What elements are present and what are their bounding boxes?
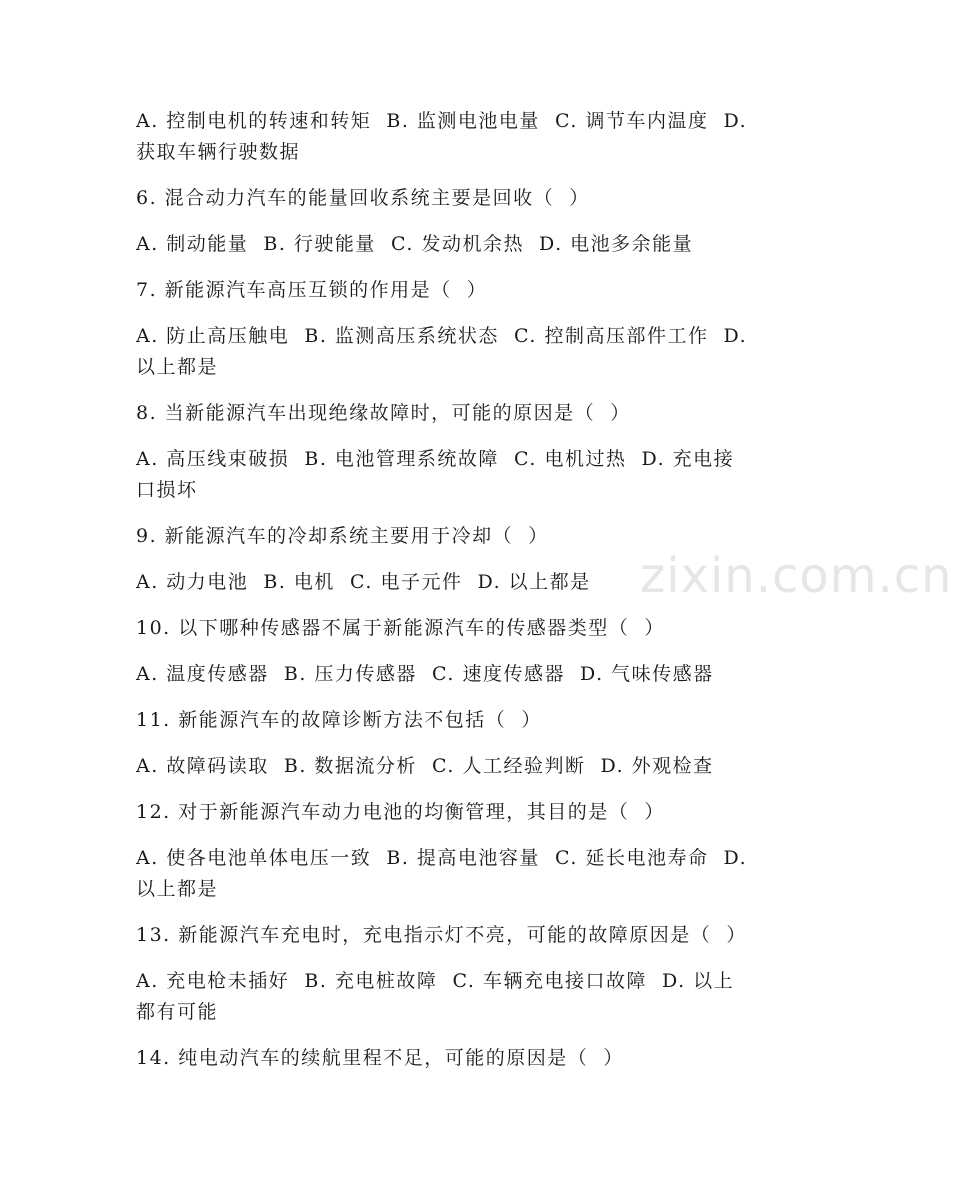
text-line: A. 防止高压触电 B. 监测高压系统状态 C. 控制高压部件工作 D.: [136, 325, 748, 347]
text-line: 12. 对于新能源汽车动力电池的均衡管理，其目的是（ ）: [136, 801, 665, 823]
text-line: A. 高压线束破损 B. 电池管理系统故障 C. 电机过热 D. 充电接: [136, 448, 735, 470]
text-paragraph: [136, 521, 781, 552]
text-line: A. 充电枪未插好 B. 充电桩故障 C. 车辆充电接口故障 D. 以上: [136, 970, 735, 992]
text-line: 获取车辆行驶数据: [136, 141, 301, 163]
text-line: 7. 新能源汽车高压互锁的作用是（ ）: [136, 279, 488, 301]
text-line: 14. 纯电动汽车的续航里程不足，可能的原因是（ ）: [136, 1047, 624, 1069]
text-paragraph: [136, 567, 781, 598]
text-line: 11. 新能源汽车的故障诊断方法不包括（ ）: [136, 709, 542, 731]
text-line: A. 温度传感器 B. 压力传感器 C. 速度传感器 D. 气味传感器: [136, 663, 714, 685]
text-line: 9. 新能源汽车的冷却系统主要用于冷却（ ）: [136, 525, 549, 547]
text-paragraph: [136, 797, 781, 828]
text-paragraph: [136, 966, 781, 1028]
text-paragraph: [136, 751, 781, 782]
text-line: A. 动力电池 B. 电机 C. 电子元件 D. 以上都是: [136, 571, 591, 593]
text-line: 口损坏: [136, 479, 198, 501]
text-line: 8. 当新能源汽车出现绝缘故障时，可能的原因是（ ）: [136, 402, 631, 424]
text-line: 10. 以下哪种传感器不属于新能源汽车的传感器类型（ ）: [136, 617, 665, 639]
text-paragraph: [136, 659, 781, 690]
text-paragraph: [136, 229, 781, 260]
text-paragraph: [136, 1043, 781, 1074]
text-paragraph: [136, 920, 781, 951]
watermark: zixin.com.cn: [640, 548, 953, 604]
text-line: A. 控制电机的转速和转矩 B. 监测电池电量 C. 调节车内温度 D.: [136, 110, 748, 132]
text-paragraph: [136, 398, 781, 429]
text-line: A. 使各电池单体电压一致 B. 提高电池容量 C. 延长电池寿命 D.: [136, 847, 748, 869]
text-line: 以上都是: [136, 878, 219, 900]
text-paragraph: [136, 613, 781, 644]
text-paragraph: [136, 106, 781, 168]
text-paragraph: [136, 183, 781, 214]
text-line: 13. 新能源汽车充电时，充电指示灯不亮，可能的故障原因是（ ）: [136, 924, 747, 946]
text-line: 都有可能: [136, 1001, 219, 1023]
text-paragraph: [136, 321, 781, 383]
text-line: A. 故障码读取 B. 数据流分析 C. 人工经验判断 D. 外观检查: [136, 755, 714, 777]
text-line: 6. 混合动力汽车的能量回收系统主要是回收（ ）: [136, 187, 590, 209]
text-paragraph: [136, 843, 781, 905]
text-paragraph: [136, 444, 781, 506]
text-paragraph: [136, 275, 781, 306]
text-line: 以上都是: [136, 356, 219, 378]
text-paragraph: [136, 705, 781, 736]
text-line: A. 制动能量 B. 行驶能量 C. 发动机余热 D. 电池多余能量: [136, 233, 694, 255]
document-body: [136, 106, 781, 1089]
